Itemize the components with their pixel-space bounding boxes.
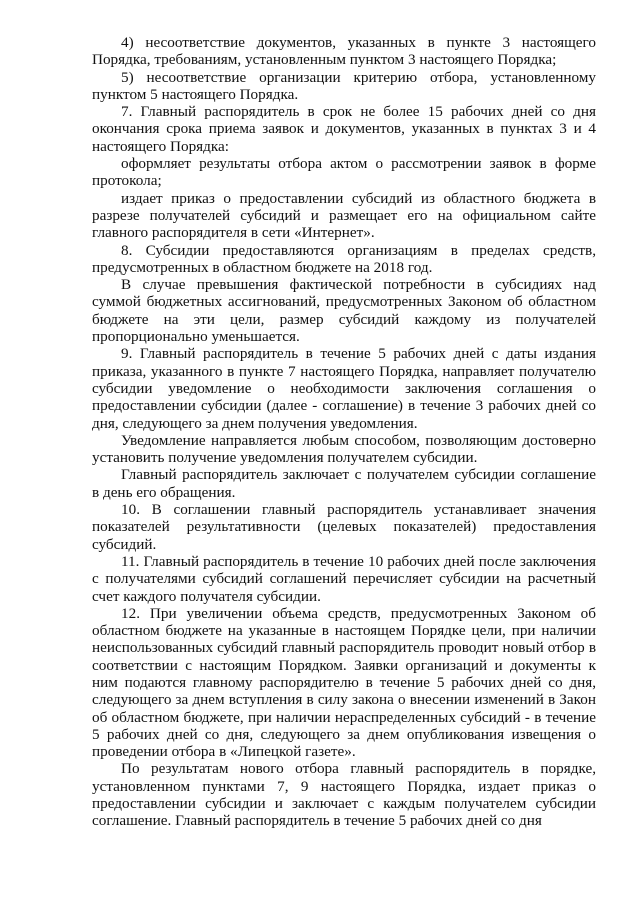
paragraph-clause-7: 7. Главный распорядитель в срок не более 15 рабочих дней со дня окончания срока приема заявок и документов, указанных в пунктах 3 и 4 настоящего Порядка: — [92, 103, 596, 155]
paragraph-clause-7-order: издает приказ о предоставлении субсидий из областного бюджета в разрезе получателей субсидий и размещает его на официальном сайте главного распорядителя в сети «Интернет». — [92, 189, 596, 242]
paragraph-clause-11: 11. Главный распорядитель в течение 10 рабочих дней после заключения с получателями субсидий соглашений перечисляет субсидии на расчетный счет каждого получателя субсидии. — [92, 552, 596, 605]
paragraph-clause-9: 9. Главный распорядитель в течение 5 рабочих дней с даты издания приказа, указанного в пункте 7 настоящего Порядка, направляет получателю субсидии уведомление о необходимости заключения соглашения о предоставлении субсидии (далее - соглашение) в течение 3 рабочих дней со дня, следующего за днем получения уведомления. — [92, 345, 596, 432]
paragraph-clause-12-new-selection: По результатам нового отбора главный распорядитель в порядке, установленном пунктами 7, 9 настоящего Порядка, издает приказ о предоставлении субсидии и заключает с каждым получателем субсидии соглашение. Главный распорядитель в течение 5 рабочих дней со дня — [92, 760, 596, 830]
paragraph-clause-8: 8. Субсидии предоставляются организациям в пределах средств, предусмотренных в областном бюджете на 2018 год. — [92, 241, 596, 276]
paragraph-clause-9-agreement: Главный распорядитель заключает с получателем субсидии соглашение в день его обращения. — [92, 466, 596, 501]
paragraph-clause-9-notification: Уведомление направляется любым способом, позволяющим достоверно установить получение уведомления получателем субсидии. — [92, 431, 596, 467]
paragraph-clause-10: 10. В соглашении главный распорядитель устанавливает значения показателей результативности (целевых показателей) предоставления субсидий. — [92, 501, 596, 553]
paragraph-item-4-nonconformity: 4) несоответствие документов, указанных в пункте 3 настоящего Порядка, требованиям, установленным пунктом 3 настоящего Порядка; — [92, 34, 596, 69]
paragraph-clause-7-protocol: оформляет результаты отбора актом о рассмотрении заявок в форме протокола; — [92, 155, 596, 190]
paragraph-clause-8-excess: В случае превышения фактической потребности в субсидиях над суммой бюджетных ассигнований, предусмотренных Законом об областном бюджете на эти цели, размер субсидий каждому из получателей пропорционально уменьшается. — [92, 276, 596, 346]
document-body — [92, 34, 596, 830]
paragraph-clause-12: 12. При увеличении объема средств, предусмотренных Законом об областном бюджете на указанные в настоящем Порядке цели, при наличии неиспользованных субсидий главный распорядитель проводит новый отбор в соответствии с настоящим Порядком. Заявки организаций и документы к ним подаются главному распорядителю в течение 5 рабочих дней со дня, следующего за днем вступления в силу закона о внесении изменений в Закон об областном бюджете, при наличии нераспределенных субсидий - в течение 5 рабочих дней со дня, следующего за днем опубликования извещения о проведении отбора в «Липецкой газете». — [92, 604, 596, 761]
paragraph-item-5-criterion: 5) несоответствие организации критерию отбора, установленному пунктом 5 настоящего Порядка. — [92, 68, 596, 103]
